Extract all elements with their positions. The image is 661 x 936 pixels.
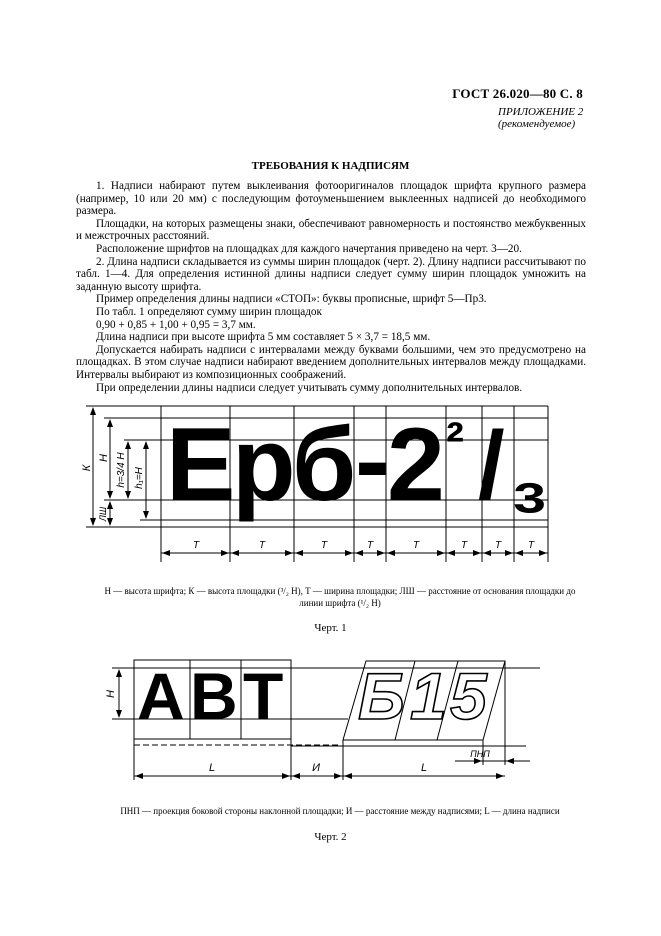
paragraph: Пример определения длины надписи «СТОП»: буквы прописные, шрифт 5—Пр3. — [96, 293, 487, 306]
figure-2-italic-text — [358, 659, 488, 733]
figure-2-label: Черт. 2 — [314, 831, 347, 843]
dim-label-pnp: ПНП — [470, 749, 490, 759]
dim-label-t: Т — [258, 540, 266, 551]
glyph: Т — [243, 659, 284, 733]
dim-label-t: Т — [460, 540, 468, 551]
glyph: - — [355, 403, 390, 519]
dim-label-t: Т — [494, 540, 502, 551]
dim-label-h: Н — [98, 454, 110, 462]
dim-label-l: L — [420, 762, 428, 774]
dim-label-h1: h₁=H — [134, 467, 145, 489]
glyph: ² — [446, 412, 464, 472]
paragraph: Площадки, на которых размещены знаки, обеспечивают равномерность и постоянство межбуквенных и межстрочных расстояний. — [76, 217, 586, 243]
paragraph: 2. Длина надписи складывается из суммы ширин площадок (черт. 2). Длину надписи рассчитывают по табл. 1—4. Для определения истинной длины надписи следует сумму ширин площадок умножить на заданную высоту шрифта. — [76, 255, 586, 293]
glyph: В — [190, 659, 238, 733]
appendix-title: ПРИЛОЖЕНИЕ 2 — [498, 106, 584, 118]
figure-1-caption-line-2: линии шрифта (¹/₂ Н) — [299, 598, 381, 608]
figure-2-caption: ПНП — проекция боковой стороны наклонной площадки; И — расстояние между надписями; L — длина надписи — [120, 806, 560, 816]
dim-label-k: К — [81, 464, 93, 472]
dim-label-l: L — [208, 762, 216, 774]
glyph: 5 — [450, 659, 487, 733]
figure-1-caption-line-1: Н — высота шрифта; К — высота площадки (³/₂ Н), Т — ширина площадки; ЛШ — расстояние от основания площадки до — [104, 586, 576, 596]
paragraph: Длина надписи при высоте шрифта 5 мм составляет 5 × 3,7 = 18,5 мм. — [96, 331, 431, 344]
dim-label-lsh: ЛШ — [98, 506, 108, 522]
dim-label-h-three-quarter: h=3/4 H — [116, 452, 127, 488]
dim-label-i: И — [312, 762, 320, 774]
paragraph: Расположение шрифтов на площадках для каждого начертания приведено на черт. 3—20. — [96, 242, 522, 255]
glyph: Е — [166, 407, 236, 523]
appendix-note: (рекомендуемое) — [498, 118, 576, 130]
glyph: / — [478, 412, 505, 519]
paragraph: При определении длины надписи следует учитывать сумму дополнительных интервалов. — [96, 381, 523, 394]
formula: 0,90 + 0,85 + 1,00 + 0,95 = 3,7 мм. — [96, 318, 256, 331]
paragraph: 1. Надписи набирают путем выклеивания фотооригиналов площадок шрифта крупного размера (например, 10 или 20 мм) с последующим фотоуменьшением выклеенных надписей до необходимого размера. — [76, 180, 586, 218]
paragraph: Допускается набирать надписи с интервалами между буквами большими, чем это предусмотрено на площадках. В этом случае надписи набирают введением дополнительных интервалов между площадками. Интервалы выбирают из композиционных соображений. — [76, 343, 586, 381]
glyph: б — [292, 407, 357, 523]
figure-2-upright-text — [137, 659, 283, 733]
glyph: 2 — [387, 407, 445, 523]
dim-label-t: Т — [412, 540, 420, 551]
paragraph: По табл. 1 определяют сумму ширин площадок — [96, 305, 322, 318]
dim-label-t: Т — [527, 540, 535, 551]
section-title: ТРЕБОВАНИЯ К НАДПИСЯМ — [251, 160, 410, 172]
dim-label-t: Т — [320, 540, 328, 551]
glyph: Б — [358, 659, 405, 733]
glyph: 1 — [410, 659, 447, 733]
document-reference: ГОСТ 26.020—80 С. 8 — [452, 86, 583, 101]
glyph: ₃ — [510, 434, 549, 528]
figure-1-sample-text — [166, 403, 549, 528]
figure-1-label: Черт. 1 — [314, 622, 347, 634]
glyph: р — [232, 407, 296, 523]
dim-label-t: Т — [366, 540, 374, 551]
dim-label-h: Н — [105, 690, 117, 698]
dim-label-t: Т — [192, 540, 200, 551]
figure-1-caption — [60, 585, 620, 609]
glyph: А — [137, 659, 185, 733]
